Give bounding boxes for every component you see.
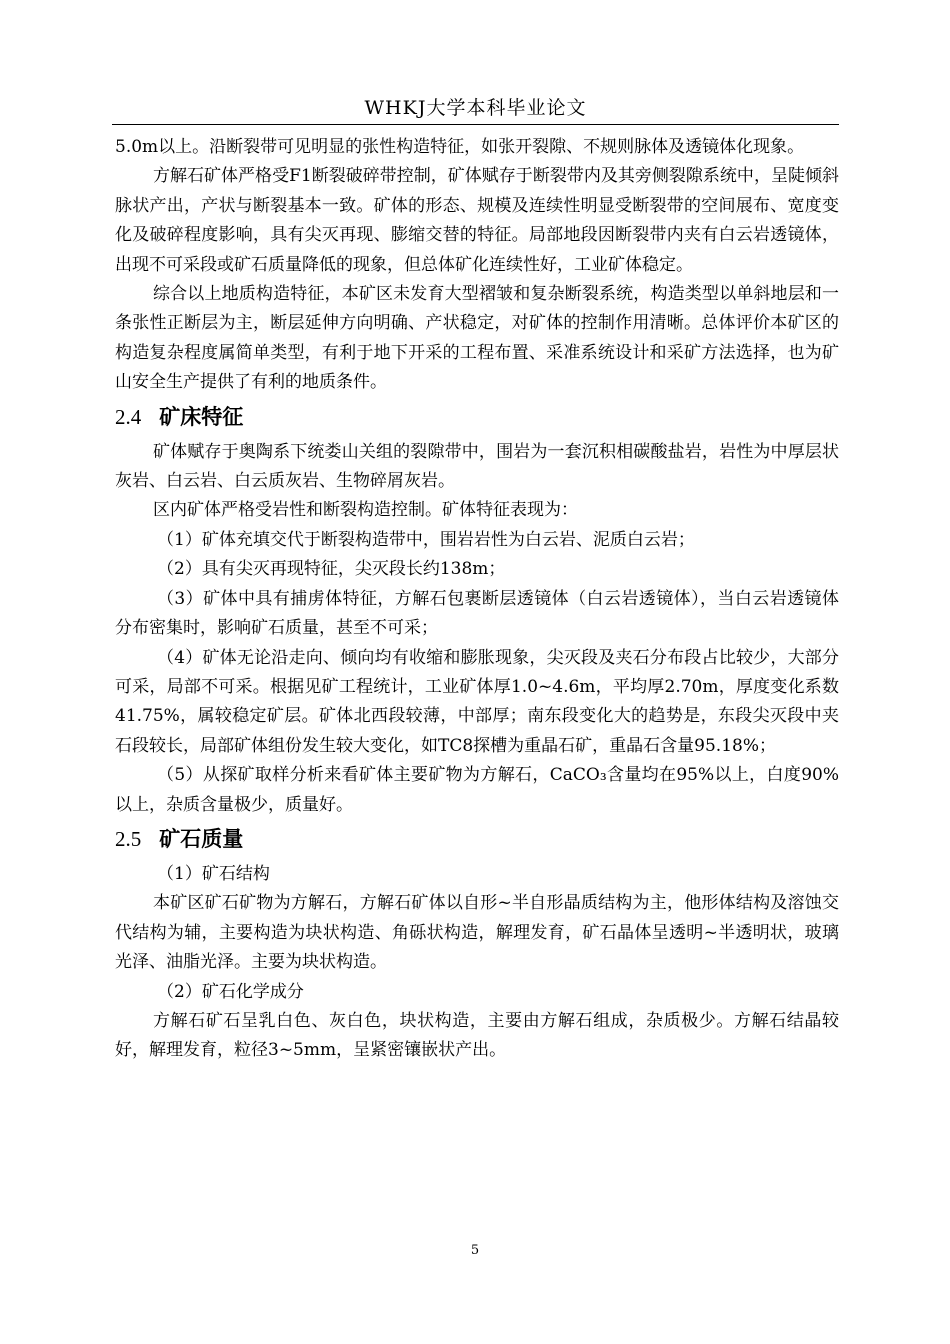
paragraph-structure-summary: 综合以上地质构造特征，本矿区未发育大型褶皱和复杂断裂系统，构造类型以单斜地层和一条张性正断层为主，断层延伸方向明确、产状稳定，对矿体的控制作用清晰。总体评价本矿区的构造复杂程度属简单类型，有利于地下开采的工程布置、采准系统设计和采矿方法选择，也为矿山安全生产提供了有利的地质条件。	[115, 284, 839, 393]
section-number: 2.5	[115, 826, 142, 851]
list-item: （4）矿体无论沿走向、倾向均有收缩和膨胀现象，尖灭段及夹石分布段占比较少，大部分可采，局部不可采。根据见矿工程统计，工业矿体厚1.0~4.6m，平均厚2.70m，厚度变化系数41.75%，属较稳定矿层。矿体北西段较薄，中部厚；南东段变化大的趋势是，东段尖灭段中夹石段较长，局部矿体组份发生较大变化，如TC8探槽为重晶石矿，重晶石含量95.18%；	[115, 647, 839, 756]
list-item: （1）矿体充填交代于断裂构造带中，围岩岩性为白云岩、泥质白云岩；	[157, 529, 695, 550]
header-rule	[112, 124, 839, 125]
document-body	[115, 133, 839, 1066]
paragraph-ore-structure: 本矿区矿石矿物为方解石，方解石矿体以自形~半自形晶质结构为主，他形体结构及溶蚀交代结构为辅，主要构造为块状构造、角砾状构造，解理发育，矿石晶体呈透明~半透明状，玻璃光泽、油脂光泽。主要为块状构造。	[115, 893, 839, 973]
page-number: 5	[470, 1243, 480, 1258]
section-title: 矿石质量	[159, 826, 244, 851]
paragraph-host-rock: 矿体赋存于奥陶系下统娄山关组的裂隙带中，围岩为一套沉积相碳酸盐岩，岩性为中厚层状灰岩、白云岩、白云质灰岩、生物碎屑灰岩。	[115, 441, 839, 492]
subheading-ore-chemistry: （2）矿石化学成分	[157, 981, 304, 1002]
paragraph-orebody-control: 方解石矿体严格受F1断裂破碎带控制，矿体赋存于断裂带内及其旁侧裂隙系统中，呈陡倾斜脉状产出，产状与断裂基本一致。矿体的形态、规模及连续性明显受断裂带的空间展布、宽度变化及破碎程度影响，具有尖灭再现、膨缩交替的特征。局部地段因断裂带内夹有白云岩透镜体，出现不可采段或矿石质量降低的现象，但总体矿化连续性好，工业矿体稳定。	[115, 166, 839, 275]
section-title: 矿床特征	[159, 404, 244, 429]
list-item: （2）具有尖灭再现特征，尖灭段长约138m；	[157, 559, 506, 580]
section-heading-2-4	[115, 400, 839, 434]
page-header: WHKJ大学本科毕业论文	[364, 97, 587, 119]
section-number: 2.4	[115, 404, 142, 429]
list-item: （5）从探矿取样分析来看矿体主要矿物为方解石，CaCO₃含量均在95%以上，白度90%以上，杂质含量极少，质量好。	[115, 765, 839, 815]
subheading-ore-structure: （1）矿石结构	[157, 863, 270, 884]
paragraph-ore-chemistry: 方解石矿石呈乳白色、灰白色，块状构造，主要由方解石组成，杂质极少。方解石结晶较好，解理发育，粒径3~5mm，呈紧密镶嵌状产出。	[115, 1010, 839, 1061]
list-item: （3）矿体中具有捕虏体特征，方解石包裹断层透镜体（白云岩透镜体），当白云岩透镜体分布密集时，影响矿石质量，甚至不可采；	[115, 588, 839, 639]
paragraph-features-intro: 区内矿体严格受岩性和断裂构造控制。矿体特征表现为：	[153, 500, 578, 521]
section-heading-2-5	[115, 822, 839, 856]
paragraph-fault-zone-continued: 5.0m以上。沿断裂带可见明显的张性构造特征，如张开裂隙、不规则脉体及透镜体化现象。	[115, 137, 805, 157]
